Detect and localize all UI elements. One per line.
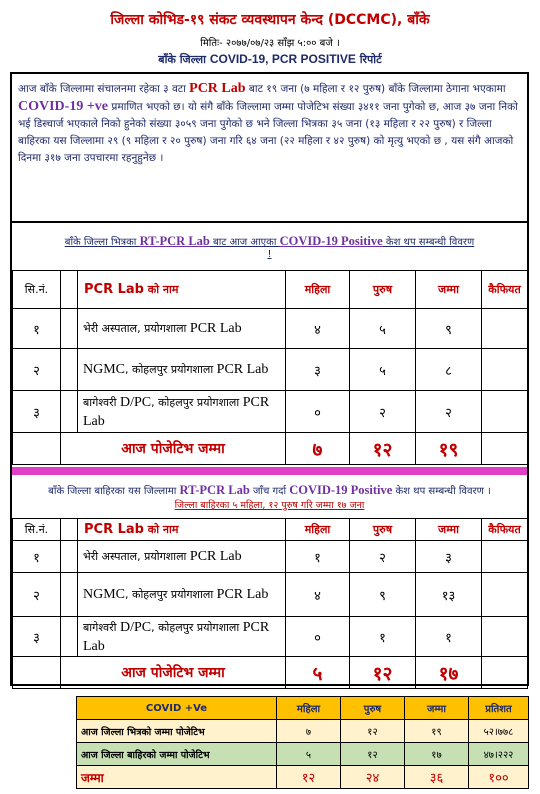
section2-title-b: जाँच गर्दा <box>249 486 290 497</box>
table-row: १ भेरी अस्पताल, प्रयोगशाला PCR Lab १ २ ३ <box>13 541 528 573</box>
lab-name: NGMC, कोहलपुर प्रयोगशाला PCR Lab <box>78 573 286 617</box>
section1-title-lab: RT-PCR Lab <box>139 234 210 248</box>
col-lab-name: PCR Lab को नाम <box>78 271 286 309</box>
totals-table <box>76 696 529 789</box>
total-row <box>13 657 528 689</box>
summary-pcr-lab: PCR Lab <box>189 81 246 96</box>
report-date: मितिः- २०७७/०७/२३ साँझ ५:०० बजे । <box>200 38 340 49</box>
table-header-row <box>13 271 528 309</box>
section1-title-covid: COVID-19 Positive <box>279 234 383 248</box>
col-total: जम्मा <box>416 519 482 541</box>
col-remarks: कैफियत <box>482 271 528 309</box>
lab-name: भेरी अस्पताल, प्रयोगशाला PCR Lab <box>78 309 286 349</box>
summary-text-1: आज बाँके जिल्लामा संचालनमा रहेका ३ वटा <box>18 83 190 95</box>
totals-col-male: पुरुष <box>341 697 405 720</box>
section2-title-a: बाँके जिल्ला बाहिरका यस जिल्लामा <box>48 486 180 497</box>
col-lab-name: PCR Lab को नाम <box>78 519 286 541</box>
col-female: महिला <box>286 519 350 541</box>
col-sn: सि.नं. <box>13 271 61 309</box>
col-sn: सि.नं. <box>13 519 61 541</box>
col-remarks: कैफियत <box>482 519 528 541</box>
lab-name: NGMC, कोहलपुर प्रयोगशाला PCR Lab <box>78 349 286 391</box>
section1-title <box>12 234 527 260</box>
summary-covid-positive: COVID-19 +ve <box>18 99 109 114</box>
total-total: १७ <box>416 657 482 689</box>
table-row: ३ बागेश्वरी D/PC, कोहलपुर प्रयोगशाला PCR Lab ० २ २ <box>13 391 528 433</box>
section1-title-a: बाँके जिल्ला भित्रका <box>64 237 140 248</box>
section2-subtitle: जिल्ला बाहिरका ५ महिला, १२ पुरुष गरि जम्मा १७ जना <box>174 500 365 511</box>
totals-header-row <box>77 697 529 720</box>
totals-col-label: COVID +Ve <box>77 697 277 720</box>
col-female: महिला <box>286 271 350 309</box>
lab-name: बागेश्वरी D/PC, कोहलपुर प्रयोगशाला PCR Lab <box>78 391 286 433</box>
table-row: २ NGMC, कोहलपुर प्रयोगशाला PCR Lab ३ ५ ८ <box>13 349 528 391</box>
section1-title-b: बाट आज आएका <box>209 237 280 248</box>
total-total: १९ <box>416 433 482 465</box>
col-gap <box>61 271 78 309</box>
section2-table <box>12 518 528 689</box>
section2-title-c: केश थप सम्बन्धी विवरण । <box>392 486 491 497</box>
section-divider <box>12 467 527 475</box>
totals-col-total: जम्मा <box>405 697 469 720</box>
total-male: १२ <box>350 657 416 689</box>
report-subtitle <box>0 52 540 67</box>
table-row: ३ बागेश्वरी D/PC, कोहलपुर प्रयोगशाला PCR Lab ० १ १ <box>13 617 528 657</box>
summary-paragraph <box>12 74 527 223</box>
total-row <box>13 433 528 465</box>
section1-table <box>12 270 528 465</box>
section2-title <box>12 483 527 511</box>
table-row: जम्मा १२ २४ ३६ १०० <box>77 766 529 789</box>
section2-title-lab: RT-PCR Lab <box>179 483 250 497</box>
section1-title-tail: ! <box>267 249 272 260</box>
total-male: १२ <box>350 433 416 465</box>
section2-title-covid: COVID-19 Positive <box>289 483 393 497</box>
table-header-row <box>13 519 528 541</box>
col-total: जम्मा <box>416 271 482 309</box>
total-female: ७ <box>286 433 350 465</box>
table-row: आज जिल्ला बाहिरको जम्मा पोजेटिभ ५ १२ १७ ४७।२२२ <box>77 743 529 766</box>
table-row: २ NGMC, कोहलपुर प्रयोगशाला PCR Lab ४ ९ १३ <box>13 573 528 617</box>
lab-name: बागेश्वरी D/PC, कोहलपुर प्रयोगशाला PCR Lab <box>78 617 286 657</box>
summary-text-2: बाट १९ जना (७ महिला र १२ पुरुष) बाँके जिल्लामा ठेगाना भएकामा <box>245 83 506 95</box>
col-gap <box>61 519 78 541</box>
report-subtitle-np2: रिपोर्ट <box>355 53 382 66</box>
total-female: ५ <box>286 657 350 689</box>
report-sheet <box>10 72 529 686</box>
report-subtitle-en: COVID-19, PCR POSITIVE <box>209 52 356 66</box>
lab-name: भेरी अस्पताल, प्रयोगशाला PCR Lab <box>78 541 286 573</box>
col-male: पुरुष <box>350 519 416 541</box>
totals-col-female: महिला <box>277 697 341 720</box>
totals-col-percent: प्रतिशत <box>469 697 529 720</box>
section1-title-c: केश थप सम्बन्धी विवरण <box>382 237 475 248</box>
page-title: जिल्ला कोभिड-१९ संकट व्यवस्थापन केन्द (DCCMC), बाँके <box>110 12 430 28</box>
table-row: आज जिल्ला भित्रको जम्मा पोजेटिभ ७ १२ १९ ५२।७७८ <box>77 720 529 743</box>
table-row: १ भेरी अस्पताल, प्रयोगशाला PCR Lab ४ ५ ९ <box>13 309 528 349</box>
total-label: आज पोजेटिभ जम्मा <box>61 433 286 465</box>
summary-text-3: प्रमाणित भएको छ। यो संगै बाँके जिल्लामा जम्मा पोजेटिभ संख्या ३४११ जना पुगेको छ, आज ३७ जना निको भई डिस्चार्ज भएकाले निको हुनेको संख्या ३०५९ जना पुगेको छ भने जिल्ला भित्रका ३५ जना (१३ महिला र २२ पुरुष) र जिल्ला बाहिरका यस जिल्लामा २९ (९ महिला र २० पुरुष) जना गरि ६४ जना (२२ महिला र ४२ पुरुष) को मृत्यु भएको छ , यस संगै आजको दिनमा ३१७ जना उपचारमा रहनुहुनेछ । <box>18 101 518 164</box>
report-subtitle-np1: बाँके जिल्ला <box>158 53 210 66</box>
total-label: आज पोजेटिभ जम्मा <box>61 657 286 689</box>
col-male: पुरुष <box>350 271 416 309</box>
